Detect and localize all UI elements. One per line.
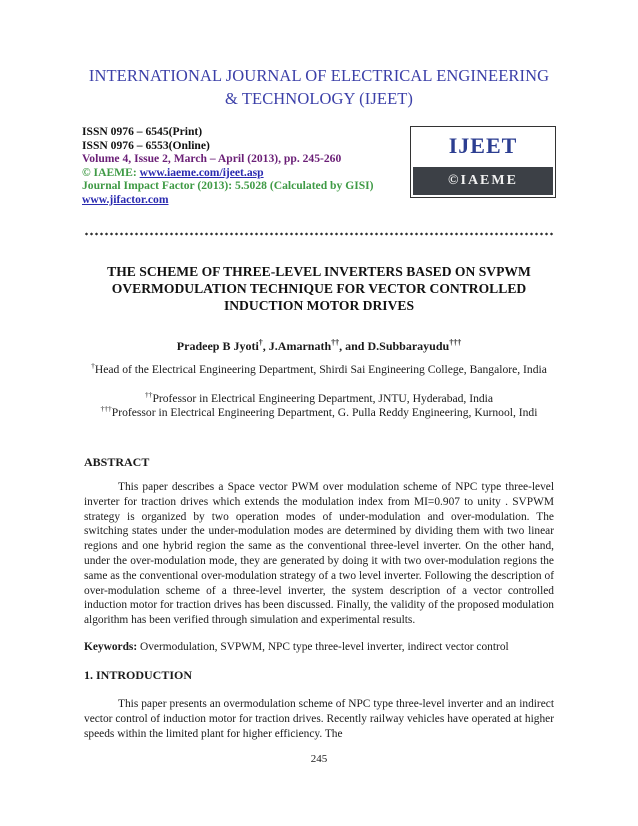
affiliation-mark: † [91,361,95,370]
affiliation-mark: †† [144,390,153,399]
impact-factor: Journal Impact Factor (2013): 5.5028 (Calculated by GISI) [82,179,374,193]
iaeme-prefix: © IAEME: [82,165,140,179]
iaeme-copyright-line [82,166,374,180]
author-mark: † [258,338,263,347]
abstract-heading: ABSTRACT [84,455,150,469]
affiliation [84,402,554,420]
paper-title: THE SCHEME OF THREE-LEVEL INVERTERS BASED ON SVPWM OVERMODULATION TECHNIQUE FOR VECTOR CONTROLLED INDUCTION MOTOR DRIVES [107,264,531,313]
abstract-text: This paper describes a Space vector PWM over modulation scheme of NPC type three-level inverter for traction drives which extends the modulation index from MI=0.907 to unity . SVPWM strategy is organized by two operation modes of under-modulation and over-modulation. The switching states under the under-modulation modes are determined by dividing them with two linear regions and one hybrid region the same as the conventional three-level inverter. On the other hand, under the over-modulation mode, they are generated by doing it with two over-modulation regions the same as the conventional over-modulation strategy of a two level inverter. Following the description of over-modulation scheme of a three-level inverter, the system description of a vector controlled induction motor for traction drives has been discussed. Finally, the validity of the proposed modulation algorithm has been verified through simulation and experimental results. [84,481,554,627]
affiliation-text: Professor in Electrical Engineering Department, JNTU, Hyderabad, India [152,391,494,405]
journal-title [40,64,598,110]
page-number: 245 [310,753,328,765]
author-mark: †† [331,338,340,347]
affiliation-text: Head of the Electrical Engineering Department, Shirdi Sai Engineering College, Bangalore, India [94,362,547,376]
issn-print: ISSN 0976 – 6545(Print) [82,125,203,138]
author-name: J.Amarnath [268,339,332,353]
journal-title-line2: & TECHNOLOGY (IJEET) [224,89,414,108]
author-name: D.Subbarayudu [367,339,450,353]
author-mark: ††† [449,338,462,347]
keywords [84,640,554,654]
keywords-text: Overmodulation, SVPWM, NPC type three-level inverter, indirect vector control [137,641,509,653]
logo-ijeet-text: IJEET [448,133,518,158]
affiliation-text: Professor in Electrical Engineering Department, G. Pulla Reddy Engineering, Kurnool, Indi [111,405,538,419]
author-separator: , and [339,339,368,353]
volume-issue: Volume 4, Issue 2, March – April (2013), pp. 245-260 [82,152,342,166]
jifactor-link[interactable]: www.jifactor.com [82,192,169,206]
issn-online: ISSN 0976 – 6553(Online) [82,138,210,152]
affiliation-mark: ††† [100,404,112,413]
author-name: Pradeep B Jyoti [176,339,259,353]
author-separator: , [262,339,269,353]
logo-iaeme-text: ©IAEME [413,167,553,195]
author-list [82,336,556,353]
journal-info-block [82,125,374,207]
ijeet-logo [410,126,556,198]
iaeme-url-link[interactable]: www.iaeme.com/ijeet.asp [139,165,264,179]
dotted-divider [84,232,554,236]
introduction-text: This paper presents an overmodulation scheme of NPC type three-level inverter and an indirect vector control of induction motor for traction drives. Recently railway vehicles have operated at higher speeds within the limited plant for higher efficiency. The [84,698,554,740]
affiliation [84,359,554,377]
introduction-heading: 1. INTRODUCTION [84,668,193,682]
keywords-label: Keywords: [84,641,138,653]
journal-title-line1: INTERNATIONAL JOURNAL OF ELECTRICAL ENGINEERING [88,66,550,85]
